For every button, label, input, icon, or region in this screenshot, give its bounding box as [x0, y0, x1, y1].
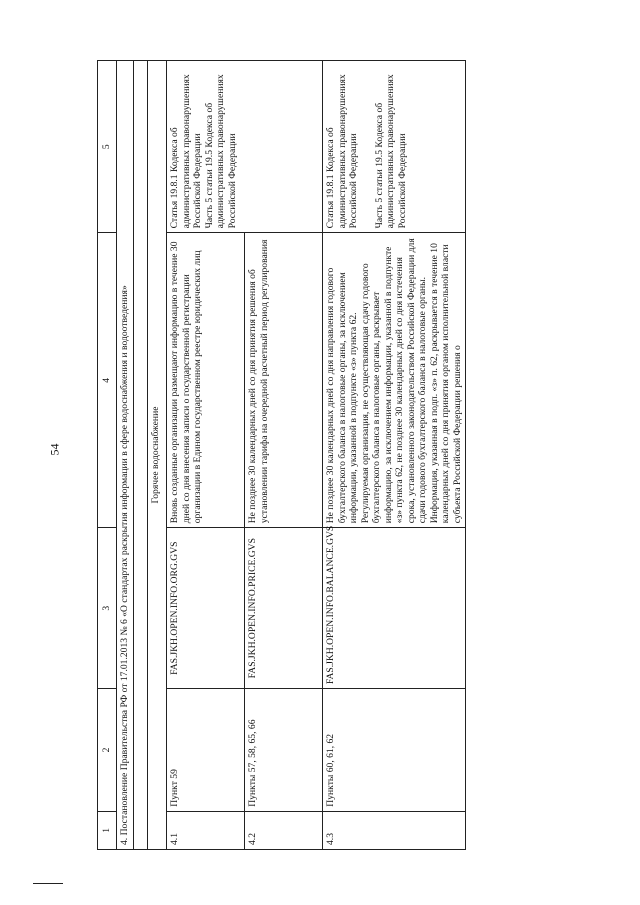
footer-rule	[33, 883, 63, 884]
row-point: Пункты 57, 58, 65, 66	[245, 689, 323, 812]
liability-item: Статья 19.8.1 Кодекса об административных правонарушениях Российской Федерации	[169, 74, 203, 229]
standards-table-container	[97, 60, 549, 850]
section-title: 4. Постановление Правительства РФ от 17.01.2013 № 6 «О стандартах раскрытия информации в сфере водоснабжения и водоотведения»	[117, 61, 134, 850]
row-point: Пункты 60, 61, 62	[323, 689, 466, 812]
liability-item: Часть 5 статьи 19.5 Кодекса об административных правонарушениях Российской Федерации	[373, 74, 408, 229]
rotated-page-body	[97, 60, 549, 850]
row-point: Пункт 59	[167, 689, 245, 812]
header-col-4: 4	[98, 233, 117, 528]
subsection-row	[148, 61, 167, 850]
row-number: 4.3	[323, 811, 466, 849]
table-row	[167, 61, 245, 850]
table-row	[323, 61, 466, 850]
row-liability	[323, 61, 466, 233]
header-row	[98, 61, 117, 850]
row-number: 4.2	[245, 811, 323, 849]
standards-table	[97, 60, 466, 850]
header-col-2: 2	[98, 689, 117, 812]
row-requirement: Вновь созданные организации размещают информацию в течение 30 дней со дня внесения записи о государственной регистрации организации в Едином государственном реестре юридических лиц	[167, 233, 245, 528]
subsection-title: Горячее водоснабжение	[148, 61, 167, 850]
header-col-1: 1	[98, 811, 117, 849]
header-col-3: 3	[98, 528, 117, 689]
row-liability	[167, 61, 323, 233]
liability-item: Часть 5 статьи 19.5 Кодекса об административных правонарушениях Российской Федерации	[203, 74, 238, 229]
requirement-paragraph: Регулируемая организация, не осуществляющая сдачу годового бухгалтерского баланса в налоговые органы, раскрывает информацию, за исключением информации, указанной в подпункте «з» пункта 62, не позднее 30 календарных дней со дня истечения срока, установленного законодательством Российской Федерации для сдачи годового бухгалтерского баланса в налоговые органы. Информация, указанная в подп. «з» п. 62, раскрывается в течение 10 календарных дней со дня принятия органом исполнительной власти субъекта Российской Федерации решения о	[359, 238, 463, 524]
row-requirement: Не позднее 30 календарных дней со дня принятия решения об установлении тарифа на очередной расчетный период регулирования	[245, 233, 323, 528]
spacer-row	[134, 61, 148, 850]
row-code: FAS.JKH.OPEN.INFO.BALANCE.GVS	[323, 528, 466, 689]
section-row	[117, 61, 134, 850]
spacer-cell	[134, 61, 148, 850]
header-col-5: 5	[98, 61, 117, 233]
row-number: 4.1	[167, 811, 245, 849]
row-code: FAS.JKH.OPEN.INFO.ORG.GVS	[167, 528, 245, 689]
liability-item: Статья 19.8.1 Кодекса об административных правонарушениях Российской Федерации	[325, 74, 359, 229]
row-code: FAS.JKH.OPEN.INFO.PRICE.GVS	[245, 528, 323, 689]
liability-gap	[360, 65, 374, 228]
requirement-paragraph: Не позднее 30 календарных дней со дня направления годового бухгалтерского баланса в налоговые органы, за исключением информации, указанной в подпункте «з» пункта 62.	[325, 267, 359, 524]
page-number: 54	[47, 443, 62, 456]
row-requirement	[323, 233, 466, 528]
